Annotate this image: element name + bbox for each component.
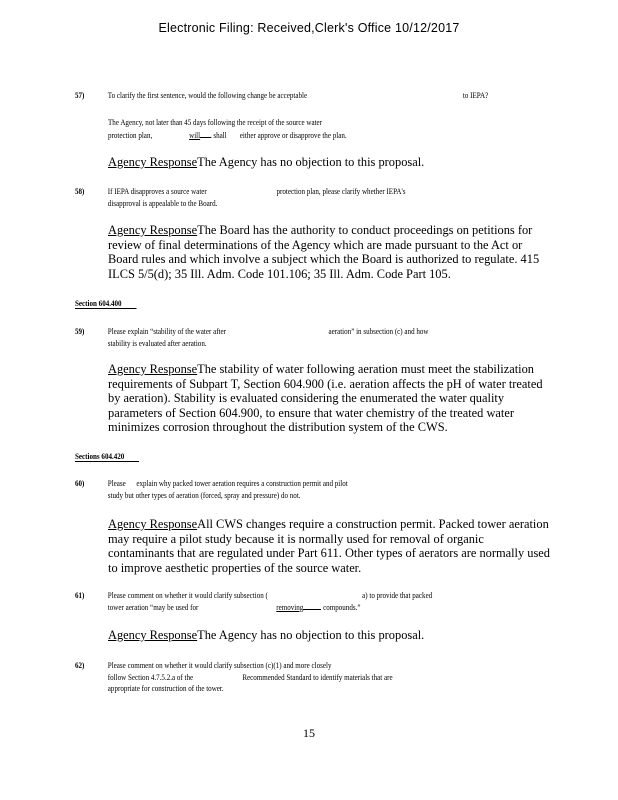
section-heading: Sections 604.420	[75, 451, 139, 462]
question-text-tail: to IEPA?	[462, 90, 489, 100]
response-label: Agency Response	[108, 155, 198, 169]
response-text: All CWS changes require a construction permit. Packed tower aeration may require a pilot study because it is normally used for removal of organic contaminants that are regulated under Part 611. Other types of aerators are normally used to improve aesthetic properties of the source water.	[108, 517, 551, 575]
question-number: 61)	[75, 590, 85, 600]
question-number: 59)	[75, 326, 85, 336]
question-number: 62)	[75, 660, 85, 670]
response-label: Agency Response	[108, 628, 198, 642]
question-number: 58)	[75, 186, 85, 196]
agency-response-58	[108, 223, 553, 281]
question-number: 57)	[75, 90, 85, 100]
question-number: 60)	[75, 478, 85, 488]
agency-response-57	[108, 155, 553, 170]
agency-response-61	[108, 628, 553, 643]
response-label: Agency Response	[108, 362, 198, 376]
response-label: Agency Response	[108, 223, 198, 237]
response-text: The Agency has no objection to this proposal.	[197, 155, 425, 169]
section-heading: Section 604.400	[75, 298, 136, 309]
question-text: To clarify the first sentence, would the following change be acceptable	[107, 90, 308, 100]
agency-response-60	[108, 517, 553, 575]
response-text: The Board has the authority to conduct proceedings on petitions for review of final determinations of the Agency which are made pursuant to the Act or Board rules and which involve a subject which the Board is authorized to regulate. 415 ILCS 5/5(d); 35 Ill. Adm. Code 101.106; 35 Ill. Adm. Code Part 105.	[108, 223, 540, 281]
inserted-word: shall	[213, 130, 227, 140]
page-number: 15	[303, 726, 315, 740]
struck-word: will	[189, 130, 201, 140]
filing-stamp-header: Electronic Filing: Received,Clerk's Office 10/12/2017	[158, 21, 460, 35]
underlined-word: removing	[276, 601, 304, 612]
proposed-text-line-1: The Agency, not later than 45 days following the receipt of the source water	[108, 117, 323, 127]
response-text: The stability of water following aeration must meet the stabilization requirements of Subpart T, Section 604.900 (i.e. aeration affects the pH of water treated by aeration). Stability is evaluated considering the enumerated the water quality parameters of Section 604.900, to ensure that water chemistry of the treated water minimizes corrosion throughout the distribution system of the CWS.	[108, 362, 543, 434]
agency-response-59	[108, 362, 553, 435]
proposed-text-line-2: protection plan, will shall either approve or disapprove the plan.	[108, 130, 347, 140]
response-label: Agency Response	[108, 517, 198, 531]
response-text: The Agency has no objection to this proposal.	[197, 628, 425, 642]
